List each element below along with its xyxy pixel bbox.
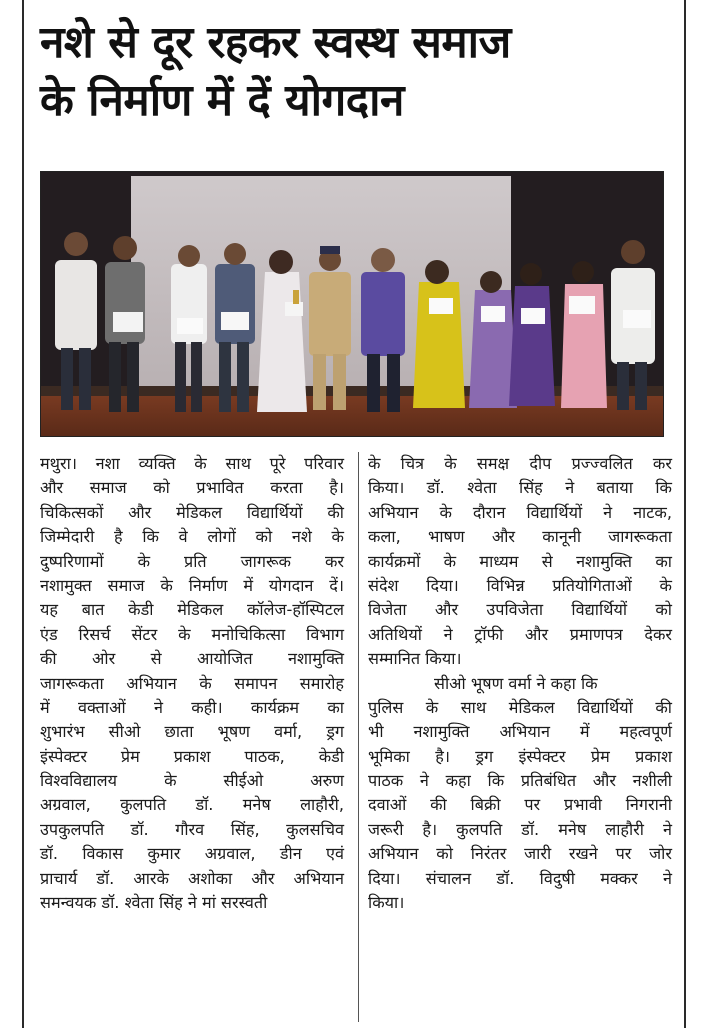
article-text-line: पाठक ने कहा कि प्रतिबंधित और नशीली (368, 771, 672, 791)
article-text-line: समन्वयक डॉ. श्वेता सिंह ने मां सरस्वती (40, 893, 268, 913)
article-text-line: भी नशामुक्ति अभियान में महत्वपूर्ण (368, 722, 672, 742)
article-text-line: एंड रिसर्च सेंटर के मनोचिकित्सा विभाग (40, 624, 344, 644)
article-text-line: नशामुक्त समाज के निर्माण में योगदान दें। (40, 575, 344, 595)
article-text-line: दुष्परिणामों के प्रति जागरूक कर (40, 551, 344, 571)
article-text-line: किया। (368, 893, 405, 913)
page-border-left (22, 0, 24, 1028)
article-text-line: दवाओं की बिक्री पर प्रभावी निगरानी (368, 795, 672, 815)
article-text-line: यह बात केडी मेडिकल कॉलेज-हॉस्पिटल (40, 600, 344, 620)
article-text-line: जागरूकता अभियान के समापन समारोह (40, 673, 344, 693)
article-text-line: सीओ भूषण वर्मा ने कहा कि (434, 673, 598, 693)
article-text-line: जरूरी है। कुलपति डॉ. मनेष लाहौरी ने (368, 819, 672, 839)
article-text-line: अभियान के दौरान विद्यार्थियों ने नाटक, (368, 502, 672, 522)
article-text-line: जिम्मेदारी है कि वे लोगों को नशे के (40, 527, 344, 547)
article-headline (40, 14, 670, 130)
article-text-line: दिया। संचालन डॉ. विदुषी मक्कर ने (368, 868, 672, 888)
article-text-line: अग्रवाल, कुलपति डॉ. मनेष लाहौरी, (40, 795, 344, 815)
article-text-line: डॉ. विकास कुमार अग्रवाल, डीन एवं (40, 844, 344, 864)
article-text-line: कला, भाषण और कानूनी जागरूकता (368, 527, 672, 547)
article-text-line: शुभारंभ सीओ छाता भूषण वर्मा, ड्रग (40, 722, 344, 742)
article-text-line: पुलिस के साथ मेडिकल विद्यार्थियों की (368, 697, 672, 717)
page-border-right (684, 0, 686, 1028)
article-text-line: चिकित्सकों और मेडिकल विद्यार्थियों की (40, 502, 344, 522)
group-photo (40, 171, 664, 437)
article-column-right (368, 452, 672, 915)
article-text-line: उपकुलपति डॉ. गौरव सिंह, कुलसचिव (40, 819, 344, 839)
article-text-line: संदेश दिया। विभिन्न प्रतियोगिताओं के (368, 575, 672, 595)
article-text-line: कार्यक्रमों के माध्यम से नशामुक्ति का (368, 551, 672, 571)
article-text-line: भूमिका है। ड्रग इंस्पेक्टर प्रेम प्रकाश (368, 746, 672, 766)
article-text-line: सम्मानित किया। (368, 649, 462, 669)
article-text-line: के चित्र के समक्ष दीप प्रज्ज्वलित कर (368, 454, 672, 473)
article-text-line: विश्वविद्यालय के सीईओ अरुण (40, 771, 344, 791)
article-text-line: और समाज को प्रभावित करता है। (40, 478, 344, 498)
article-text-line: की ओर से आयोजित नशामुक्ति (40, 649, 344, 669)
article-text-line: अभियान को निरंतर जारी रखने पर जोर (368, 844, 672, 864)
article-text-line: अतिथियों ने ट्रॉफी और प्रमाणपत्र देकर (368, 624, 672, 644)
article-text-line: इंस्पेक्टर प्रेम प्रकाश पाठक, केडी (40, 746, 344, 766)
column-divider (358, 452, 359, 1022)
article-text-line: किया। डॉ. श्वेता सिंह ने बताया कि (368, 478, 672, 498)
article-text-line: में वक्ताओं ने कही। कार्यक्रम का (40, 697, 344, 717)
group-photo-illustration (41, 172, 663, 436)
article-text-line: प्राचार्य डॉ. आरके अशोका और अभियान (40, 868, 344, 888)
headline-line-2: के निर्माण में दें योगदान (40, 75, 404, 126)
article-column-left (40, 452, 344, 915)
article-text-line: मथुरा। नशा व्यक्ति के साथ पूरे परिवार (40, 454, 344, 473)
article-text-line: विजेता और उपविजेता विद्यार्थियों को (368, 600, 672, 620)
headline-line-1: नशे से दूर रहकर स्वस्थ समाज (40, 17, 511, 68)
